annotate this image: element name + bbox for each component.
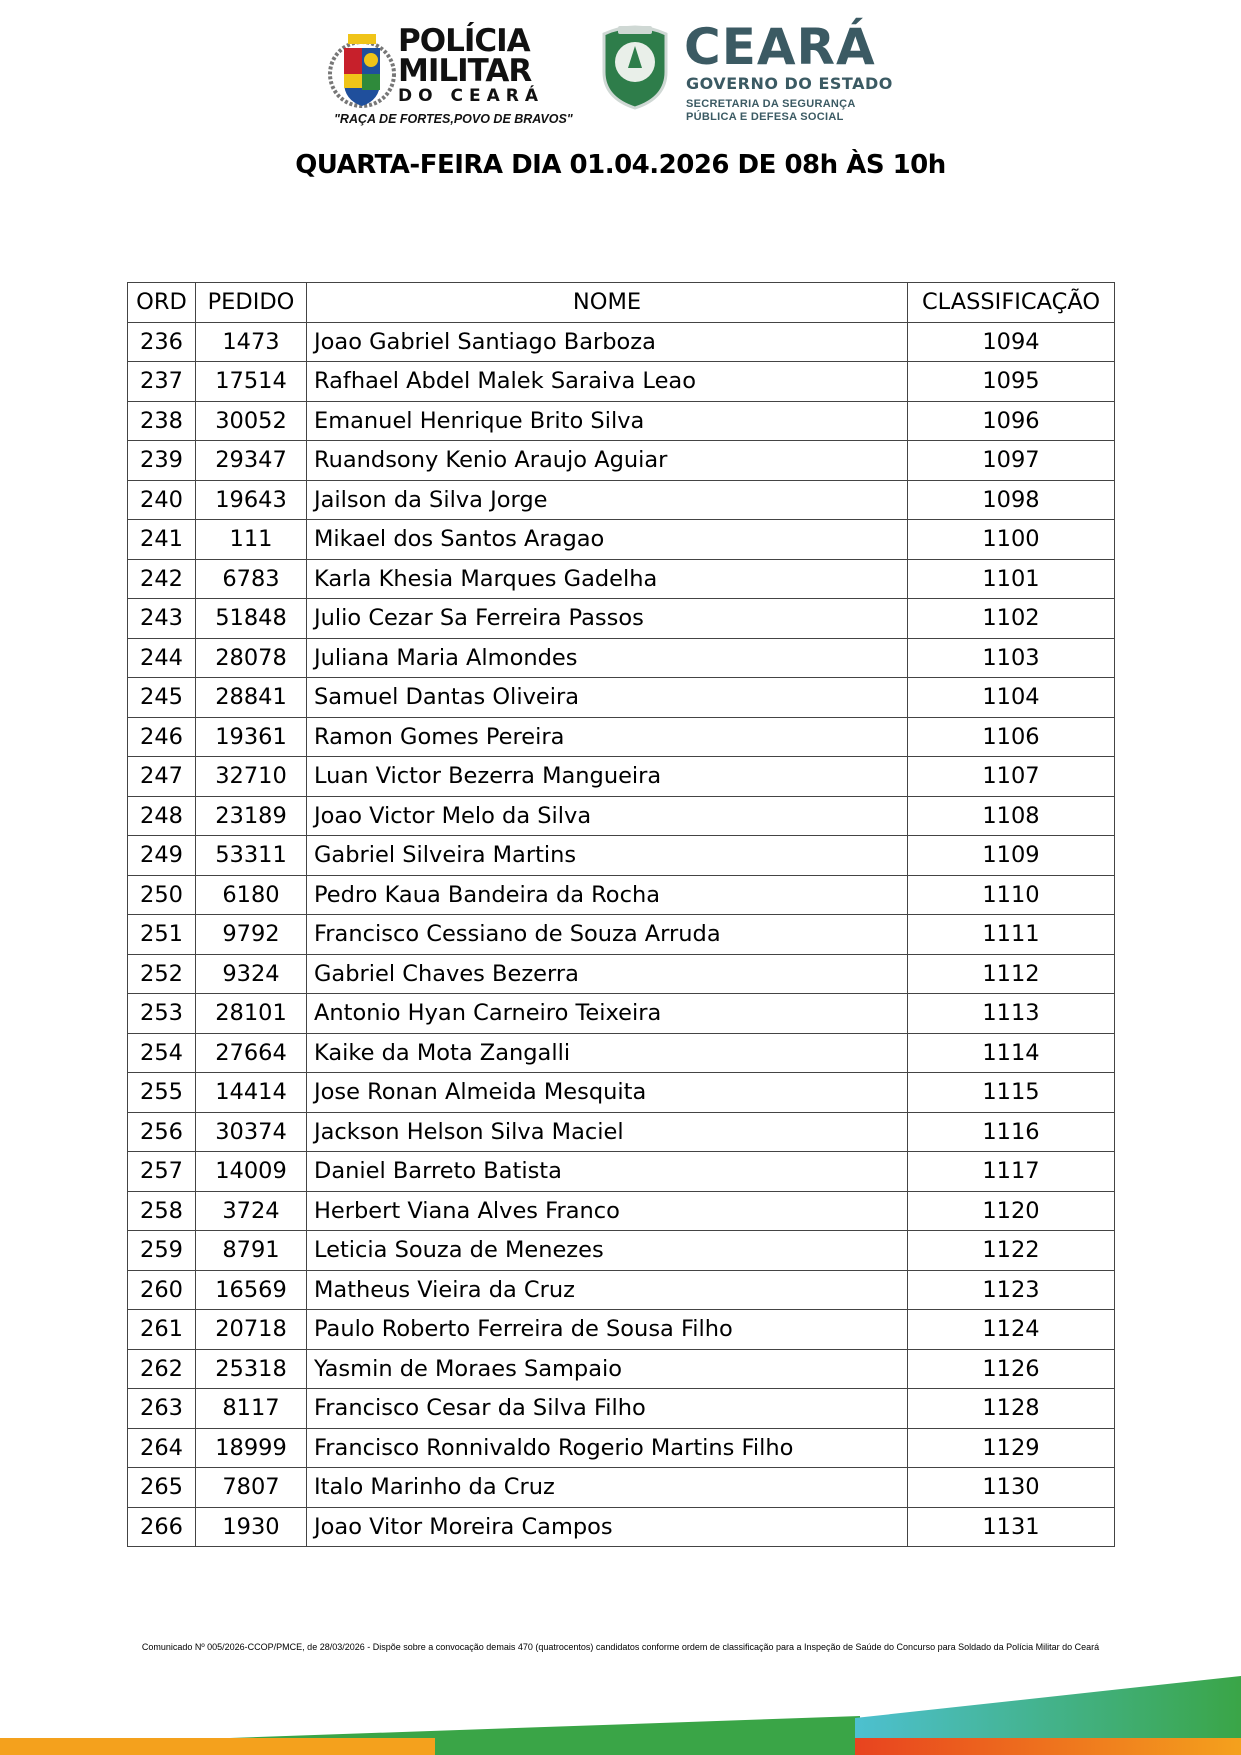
cell-nome: Juliana Maria Almondes: [307, 638, 908, 678]
table-row: [128, 1191, 1115, 1231]
cell-pedido: 32710: [196, 757, 307, 797]
cell-classificacao: 1100: [908, 520, 1115, 560]
cell-nome: Joao Vitor Moreira Campos: [307, 1507, 908, 1547]
cell-pedido: 1473: [196, 322, 307, 362]
cell-classificacao: 1104: [908, 678, 1115, 718]
table-row: [128, 757, 1115, 797]
cell-classificacao: 1114: [908, 1033, 1115, 1073]
cell-ord: 243: [128, 599, 196, 639]
cell-ord: 253: [128, 994, 196, 1034]
cell-classificacao: 1094: [908, 322, 1115, 362]
cell-nome: Leticia Souza de Menezes: [307, 1231, 908, 1271]
cell-nome: Jose Ronan Almeida Mesquita: [307, 1073, 908, 1113]
table-row: [128, 599, 1115, 639]
cell-classificacao: 1108: [908, 796, 1115, 836]
header-nome: NOME: [307, 283, 908, 323]
cell-pedido: 19643: [196, 480, 307, 520]
header-pedido: PEDIDO: [196, 283, 307, 323]
band-orange: [0, 1738, 435, 1755]
cell-nome: Francisco Cesar da Silva Filho: [307, 1389, 908, 1429]
footer-note: Comunicado Nº 005/2026-CCOP/PMCE, de 28/03/2026 - Dispõe sobre a convocação demais 470 (quatrocentos) candidatos conforme ordem de classificação para a Inspeção de Saúde do Concurso para Soldado da Polícia Militar do Ceará: [141, 1642, 1100, 1652]
band-red: [855, 1738, 1241, 1755]
table-row: [128, 836, 1115, 876]
cell-nome: Rafhael Abdel Malek Saraiva Leao: [307, 362, 908, 402]
cell-pedido: 6783: [196, 559, 307, 599]
cell-ord: 260: [128, 1270, 196, 1310]
cell-ord: 244: [128, 638, 196, 678]
cell-pedido: 8117: [196, 1389, 307, 1429]
ceara-name: CEARÁ: [684, 18, 876, 76]
cell-classificacao: 1124: [908, 1310, 1115, 1350]
cell-ord: 265: [128, 1468, 196, 1508]
cell-classificacao: 1128: [908, 1389, 1115, 1429]
cell-pedido: 6180: [196, 875, 307, 915]
cell-classificacao: 1097: [908, 441, 1115, 481]
pm-wordmark: [398, 23, 544, 106]
cell-classificacao: 1116: [908, 1112, 1115, 1152]
cell-pedido: 3724: [196, 1191, 307, 1231]
cell-pedido: 14414: [196, 1073, 307, 1113]
pm-line1: POLÍCIA: [398, 23, 530, 59]
cell-classificacao: 1115: [908, 1073, 1115, 1113]
cell-classificacao: 1106: [908, 717, 1115, 757]
cell-nome: Luan Victor Bezerra Mangueira: [307, 757, 908, 797]
table-row: [128, 875, 1115, 915]
table-row: [128, 362, 1115, 402]
cell-pedido: 28841: [196, 678, 307, 718]
cell-pedido: 28101: [196, 994, 307, 1034]
cell-ord: 250: [128, 875, 196, 915]
table-row: [128, 994, 1115, 1034]
cell-pedido: 30052: [196, 401, 307, 441]
pm-line3: DO CEARÁ: [398, 86, 544, 106]
table-row: [128, 520, 1115, 560]
header-classificacao: CLASSIFICAÇÃO: [908, 283, 1115, 323]
cell-nome: Joao Gabriel Santiago Barboza: [307, 322, 908, 362]
table-row: [128, 796, 1115, 836]
table-row: [128, 1033, 1115, 1073]
cell-classificacao: 1107: [908, 757, 1115, 797]
cell-ord: 236: [128, 322, 196, 362]
cell-classificacao: 1131: [908, 1507, 1115, 1547]
table-row: [128, 480, 1115, 520]
cell-nome: Daniel Barreto Batista: [307, 1152, 908, 1192]
cell-classificacao: 1113: [908, 994, 1115, 1034]
cell-ord: 251: [128, 915, 196, 955]
table-row: [128, 441, 1115, 481]
cell-pedido: 20718: [196, 1310, 307, 1350]
cell-pedido: 27664: [196, 1033, 307, 1073]
cell-pedido: 111: [196, 520, 307, 560]
cell-nome: Jackson Helson Silva Maciel: [307, 1112, 908, 1152]
cell-classificacao: 1102: [908, 599, 1115, 639]
cell-pedido: 23189: [196, 796, 307, 836]
pm-logo: [328, 23, 573, 130]
table-row: [128, 1349, 1115, 1389]
cell-ord: 238: [128, 401, 196, 441]
ceara-crest-icon: [598, 16, 672, 110]
cell-nome: Ramon Gomes Pereira: [307, 717, 908, 757]
cell-classificacao: 1111: [908, 915, 1115, 955]
table-row: [128, 954, 1115, 994]
table-row: [128, 322, 1115, 362]
cell-classificacao: 1129: [908, 1428, 1115, 1468]
cell-classificacao: 1126: [908, 1349, 1115, 1389]
cell-nome: Pedro Kaua Bandeira da Rocha: [307, 875, 908, 915]
cell-nome: Emanuel Henrique Brito Silva: [307, 401, 908, 441]
cell-ord: 266: [128, 1507, 196, 1547]
ceara-gov: GOVERNO DO ESTADO: [686, 74, 893, 93]
cell-pedido: 8791: [196, 1231, 307, 1271]
table-row: [128, 1152, 1115, 1192]
cell-pedido: 16569: [196, 1270, 307, 1310]
ceara-secretaria: [686, 98, 856, 124]
ceara-sec-line1: SECRETARIA DA SEGURANÇA: [686, 98, 856, 110]
cell-ord: 241: [128, 520, 196, 560]
cell-ord: 256: [128, 1112, 196, 1152]
cell-pedido: 29347: [196, 441, 307, 481]
cell-pedido: 28078: [196, 638, 307, 678]
cell-nome: Samuel Dantas Oliveira: [307, 678, 908, 718]
cell-nome: Kaike da Mota Zangalli: [307, 1033, 908, 1073]
table-row: [128, 1468, 1115, 1508]
cell-nome: Ruandsony Kenio Araujo Aguiar: [307, 441, 908, 481]
table-row: [128, 1428, 1115, 1468]
ceara-logo: [598, 16, 918, 126]
cell-nome: Herbert Viana Alves Franco: [307, 1191, 908, 1231]
cell-ord: 246: [128, 717, 196, 757]
table-row: [128, 717, 1115, 757]
cell-pedido: 30374: [196, 1112, 307, 1152]
cell-classificacao: 1130: [908, 1468, 1115, 1508]
table-row: [128, 1231, 1115, 1271]
cell-classificacao: 1122: [908, 1231, 1115, 1271]
header-ord: ORD: [128, 283, 196, 323]
cell-classificacao: 1110: [908, 875, 1115, 915]
cell-classificacao: 1098: [908, 480, 1115, 520]
cell-ord: 239: [128, 441, 196, 481]
cell-ord: 261: [128, 1310, 196, 1350]
cell-ord: 249: [128, 836, 196, 876]
table-row: [128, 401, 1115, 441]
cell-nome: Paulo Roberto Ferreira de Sousa Filho: [307, 1310, 908, 1350]
table-body: [128, 322, 1115, 1547]
table-header-row: [128, 283, 1115, 323]
cell-nome: Italo Marinho da Cruz: [307, 1468, 908, 1508]
table-row: [128, 559, 1115, 599]
document-title: QUARTA-FEIRA DIA 01.04.2026 DE 08h ÀS 10h: [295, 150, 946, 180]
cell-nome: Antonio Hyan Carneiro Teixeira: [307, 994, 908, 1034]
cell-classificacao: 1103: [908, 638, 1115, 678]
candidates-table: [127, 282, 1115, 1547]
cell-classificacao: 1123: [908, 1270, 1115, 1310]
cell-ord: 254: [128, 1033, 196, 1073]
cell-pedido: 17514: [196, 362, 307, 402]
cell-ord: 247: [128, 757, 196, 797]
table-row: [128, 1270, 1115, 1310]
table-row: [128, 1112, 1115, 1152]
cell-classificacao: 1109: [908, 836, 1115, 876]
cell-pedido: 1930: [196, 1507, 307, 1547]
cell-ord: 237: [128, 362, 196, 402]
cell-nome: Jailson da Silva Jorge: [307, 480, 908, 520]
table-row: [128, 1073, 1115, 1113]
cell-ord: 257: [128, 1152, 196, 1192]
pm-motto: "RAÇA DE FORTES,POVO DE BRAVOS": [334, 112, 573, 126]
ceara-sec-line2: PÚBLICA E DEFESA SOCIAL: [686, 111, 844, 123]
cell-ord: 263: [128, 1389, 196, 1429]
cell-ord: 264: [128, 1428, 196, 1468]
cell-pedido: 53311: [196, 836, 307, 876]
cell-ord: 262: [128, 1349, 196, 1389]
table-row: [128, 915, 1115, 955]
cell-nome: Julio Cezar Sa Ferreira Passos: [307, 599, 908, 639]
cell-classificacao: 1095: [908, 362, 1115, 402]
cell-pedido: 7807: [196, 1468, 307, 1508]
cell-classificacao: 1120: [908, 1191, 1115, 1231]
cell-nome: Francisco Cessiano de Souza Arruda: [307, 915, 908, 955]
pm-crest-icon: [328, 30, 396, 110]
pm-line2: MILITAR: [398, 53, 532, 89]
footer-color-bands: [0, 1676, 1241, 1755]
cell-nome: Gabriel Silveira Martins: [307, 836, 908, 876]
cell-ord: 258: [128, 1191, 196, 1231]
table-row: [128, 1389, 1115, 1429]
cell-ord: 252: [128, 954, 196, 994]
cell-nome: Karla Khesia Marques Gadelha: [307, 559, 908, 599]
cell-nome: Joao Victor Melo da Silva: [307, 796, 908, 836]
cell-pedido: 18999: [196, 1428, 307, 1468]
cell-ord: 259: [128, 1231, 196, 1271]
cell-ord: 245: [128, 678, 196, 718]
cell-ord: 255: [128, 1073, 196, 1113]
cell-pedido: 14009: [196, 1152, 307, 1192]
cell-nome: Matheus Vieira da Cruz: [307, 1270, 908, 1310]
table-row: [128, 1310, 1115, 1350]
cell-ord: 240: [128, 480, 196, 520]
table-row: [128, 638, 1115, 678]
cell-nome: Yasmin de Moraes Sampaio: [307, 1349, 908, 1389]
cell-pedido: 19361: [196, 717, 307, 757]
cell-nome: Mikael dos Santos Aragao: [307, 520, 908, 560]
cell-nome: Francisco Ronnivaldo Rogerio Martins Filho: [307, 1428, 908, 1468]
cell-pedido: 25318: [196, 1349, 307, 1389]
cell-classificacao: 1117: [908, 1152, 1115, 1192]
cell-ord: 248: [128, 796, 196, 836]
cell-pedido: 9792: [196, 915, 307, 955]
cell-classificacao: 1101: [908, 559, 1115, 599]
cell-pedido: 9324: [196, 954, 307, 994]
cell-nome: Gabriel Chaves Bezerra: [307, 954, 908, 994]
cell-classificacao: 1096: [908, 401, 1115, 441]
table-row: [128, 678, 1115, 718]
table-row: [128, 1507, 1115, 1547]
cell-classificacao: 1112: [908, 954, 1115, 994]
cell-ord: 242: [128, 559, 196, 599]
cell-pedido: 51848: [196, 599, 307, 639]
